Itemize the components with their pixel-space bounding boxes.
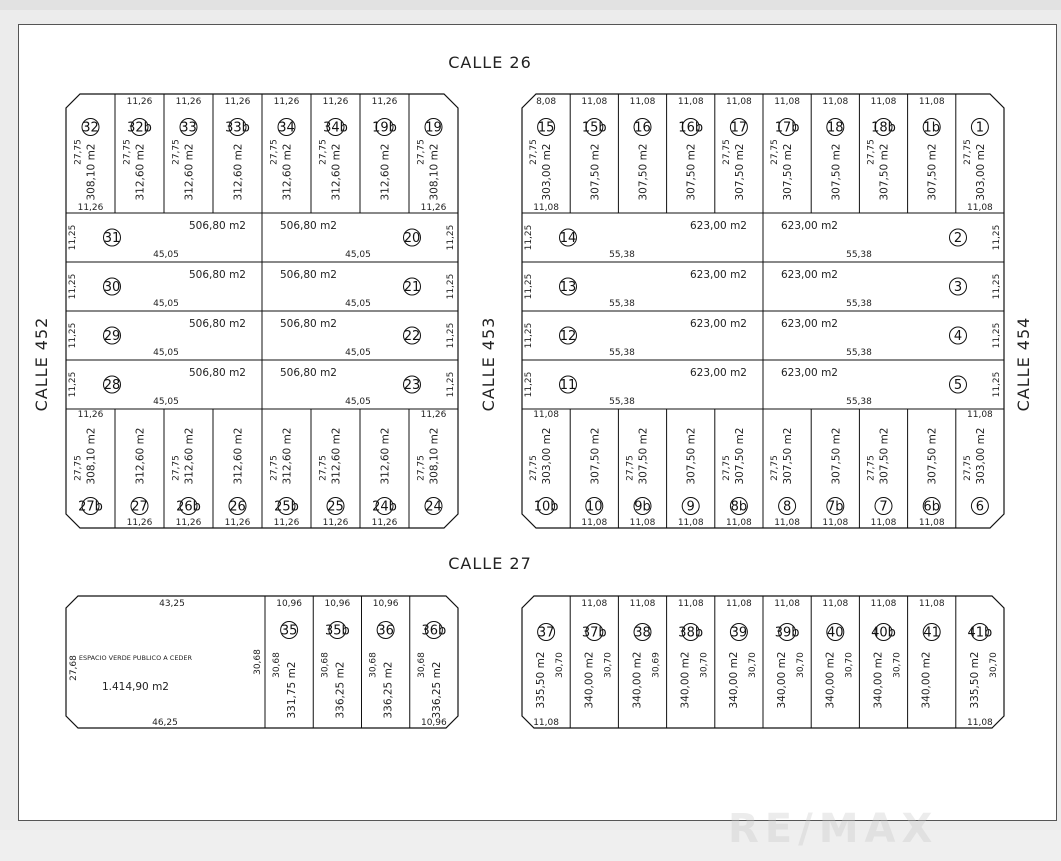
block-b-lot-width: 11,08 (822, 518, 849, 528)
block-d-lot-area: 340,00 m2 (679, 651, 692, 709)
block-b-lot-depth: 27,75 (529, 455, 540, 481)
block-d-lot-number: 41b (967, 625, 993, 641)
block-b-row-length: 55,38 (846, 299, 872, 309)
block-c-lot-number: 36 (377, 623, 394, 639)
block-b-lot-width: 11,08 (533, 203, 559, 213)
block-a-lot-depth: 27,75 (269, 139, 280, 165)
block-a-lot-area: 308,10 m2 (428, 143, 441, 201)
block-b-lot-width: 11,08 (918, 518, 945, 528)
green-space-top-dim: 43,25 (159, 599, 185, 609)
block-b-lot-depth: 27,75 (770, 139, 781, 165)
block-b-lot-area: 307,50 m2 (926, 427, 939, 485)
block-d-lot-number: 37b (581, 625, 607, 641)
block-c-lot-number: 36b (421, 623, 447, 639)
block-b-lot-width: 11,08 (629, 518, 656, 528)
block-a-lot-width: 11,26 (322, 97, 349, 107)
block-a-row-length: 45,05 (345, 397, 371, 407)
block-a-row-right-number: 20 (403, 231, 421, 246)
block-b-lot-number: 15 (537, 120, 555, 136)
block-d-lot-number: 41 (923, 625, 940, 641)
block-d-lot-number: 40b (871, 625, 896, 641)
block-b-row-length: 55,38 (846, 250, 872, 260)
block-a-lot-depth: 27,75 (122, 139, 133, 165)
block-b-lot-width: 11,08 (774, 518, 800, 528)
block-c-lot-depth: 30,68 (368, 652, 379, 678)
block-b-row-side: 11,25 (524, 224, 534, 251)
block-d-lot-number: 39 (730, 625, 748, 641)
block-d-lot-width: 11,08 (822, 599, 849, 609)
block-d-lot-width: 11,08 (967, 718, 993, 728)
block-b-lot-number: 1 (975, 120, 985, 136)
block-b-lot-area: 307,50 m2 (733, 427, 746, 485)
block-d-lot-width: 11,08 (533, 718, 559, 728)
block-b-lot-number: 18 (827, 120, 844, 136)
block-a-lot-area: 308,10 m2 (85, 427, 98, 485)
block-d-lot-width: 11,08 (918, 599, 945, 609)
street-label-top: CALLE 26 (448, 53, 532, 72)
block-a-lot-area: 312,60 m2 (330, 143, 343, 201)
block-b-row-length: 55,38 (609, 299, 635, 309)
block-b-lot-area: 303,00 m2 (541, 143, 554, 201)
block-b-lot-width: 11,08 (677, 518, 704, 528)
block-d-lot-width: 11,08 (629, 599, 656, 609)
block-d-lot-depth: 30,70 (603, 652, 614, 678)
block-a-lot-number: 26 (229, 499, 246, 515)
block-a-lot-width: 11,26 (224, 97, 251, 107)
block-c-lot-depth: 30,68 (416, 652, 427, 678)
block-b-row-length: 55,38 (609, 397, 635, 407)
block-d-lot-number: 38b (678, 625, 704, 641)
block-b-lot-number: 16b (678, 120, 704, 136)
block-b-row-area: 623,00 m2 (690, 220, 747, 232)
block-d-lot-width: 11,08 (581, 599, 608, 609)
block-a-row-side: 11,25 (68, 371, 78, 398)
block-d-lot-area: 335,50 m2 (535, 651, 548, 709)
block-d-lot-area: 340,00 m2 (824, 651, 837, 709)
block-a-lot-area: 312,60 m2 (330, 427, 343, 485)
block-b-lot-area: 303,00 m2 (974, 427, 987, 485)
block-a-lot-number: 25 (327, 499, 344, 515)
block-d-lot-number: 37 (537, 625, 555, 641)
block-a-lot-width: 11,26 (371, 97, 398, 107)
block-a-lot-depth: 27,75 (416, 139, 427, 165)
block-b-row-left-number: 13 (559, 280, 577, 295)
block-a-row-area: 506,80 m2 (280, 220, 337, 232)
block-b-lot-area: 307,50 m2 (878, 143, 891, 201)
block-d-lot-width: 11,08 (774, 599, 800, 609)
block-a-row-length: 45,05 (153, 250, 179, 260)
block-b-lot-depth: 27,75 (625, 455, 636, 481)
block-b-lot-number: 8b (730, 499, 748, 515)
block-a-row-area: 506,80 m2 (280, 367, 337, 379)
block-c-lot-area: 336,25 m2 (430, 661, 443, 719)
block-b-lot-number: 9b (634, 499, 651, 515)
block-c-lot-area: 336,25 m2 (382, 661, 395, 719)
block-a-row-right-number: 21 (403, 280, 421, 295)
block-a-lot-number: 19b (372, 120, 397, 136)
block-b-lot-number: 6b (923, 499, 940, 515)
block-d-lot-area: 340,00 m2 (872, 651, 885, 709)
block-b-lot-number: 10 (586, 499, 603, 515)
block-b-lot-width: 11,08 (918, 97, 945, 107)
block-a-lot-width: 11,26 (420, 410, 447, 420)
block-b-row-side: 11,25 (524, 371, 534, 398)
block-a-lot-width: 11,26 (273, 518, 300, 528)
block-b-lot-area: 307,50 m2 (685, 143, 698, 201)
block-b-row-area: 623,00 m2 (781, 220, 838, 232)
block-b-row-left-number: 14 (559, 231, 577, 246)
block-a-lot-width: 11,26 (175, 97, 202, 107)
block-c-lot-depth: 30,68 (320, 652, 331, 678)
block-b-lot-number: 10b (533, 499, 559, 515)
block-a-row-right-number: 23 (403, 378, 421, 393)
block-d-lot-area: 340,00 m2 (920, 651, 933, 709)
block-a-lot-area: 312,60 m2 (379, 143, 392, 201)
block-b-row-side: 11,25 (992, 273, 1002, 300)
block-b-row-area: 623,00 m2 (781, 318, 838, 330)
block-a-row-side: 11,25 (446, 322, 456, 349)
block-d-lot-width: 11,08 (870, 599, 897, 609)
block-a-lot-depth: 27,75 (171, 455, 182, 481)
block-a-lot-depth: 27,75 (73, 139, 84, 165)
block-b-lot-area: 307,50 m2 (685, 427, 698, 485)
block-b-row-area: 623,00 m2 (690, 269, 747, 281)
block-b-row-side: 11,25 (992, 224, 1002, 251)
block-a-lot-number: 27b (78, 499, 103, 515)
block-d-lot-area: 340,00 m2 (631, 651, 644, 709)
block-b-lot-depth: 27,75 (529, 139, 540, 165)
block-a-lot-number: 33b (225, 120, 250, 136)
block-b-lot-number: 7b (827, 499, 844, 515)
block-a-row-area: 506,80 m2 (189, 269, 246, 281)
block-a-lot-number: 32 (82, 120, 99, 136)
block-a-lot-width: 11,26 (371, 518, 398, 528)
block-a-row-left-number: 29 (103, 329, 121, 344)
block-a-lot-number: 24 (425, 499, 442, 515)
block-b-lot-area: 307,50 m2 (637, 143, 650, 201)
block-b-lot-area: 307,50 m2 (878, 427, 891, 485)
green-space-right-dim: 30,68 (253, 649, 263, 675)
block-b-row-area: 623,00 m2 (690, 367, 747, 379)
block-a-lot-number: 33 (180, 120, 197, 136)
street-label-right: CALLE 454 (1014, 316, 1033, 412)
block-b-row-right-number: 2 (953, 231, 963, 246)
block-b-row-side: 11,25 (524, 322, 534, 349)
block-a-lot-depth: 27,75 (318, 139, 329, 165)
block-a-row-side: 11,25 (446, 224, 456, 251)
block-b-lot-number: 17 (730, 120, 748, 136)
block-b-row-length: 55,38 (609, 348, 635, 358)
block-b-lot-width: 11,08 (677, 97, 704, 107)
block-b-lot-width: 11,08 (774, 97, 800, 107)
block-b-lot-width: 11,08 (726, 518, 752, 528)
block-b-lot-number: 8 (782, 499, 792, 515)
block-d-lot-depth: 30,70 (988, 652, 999, 678)
block-b-lot-area: 307,50 m2 (733, 143, 746, 201)
block-a-lot-area: 308,10 m2 (428, 427, 441, 485)
block-b-lot-width: 11,08 (581, 97, 608, 107)
block-d-lot-number: 38 (634, 625, 651, 641)
green-space-title: ESPACIO VERDE PUBLICO A CEDER (78, 654, 193, 662)
block-b-row-side: 11,25 (524, 273, 534, 300)
block-b-lot-area: 307,50 m2 (830, 143, 843, 201)
block-b-lot-area: 307,50 m2 (782, 143, 795, 201)
block-b-row-side: 11,25 (992, 322, 1002, 349)
block-b-row-length: 55,38 (846, 348, 872, 358)
block-d-lot-width: 11,08 (726, 599, 752, 609)
block-b-lot-width: 11,08 (967, 410, 993, 420)
block-b-lot-number: 6 (975, 499, 985, 515)
block-c-lot-width: 10,96 (276, 599, 303, 609)
block-c-lot-number: 35b (324, 623, 350, 639)
block-a-lot-depth: 27,75 (269, 455, 280, 481)
block-b-lot-width: 11,08 (822, 97, 849, 107)
block-a-lot-area: 312,60 m2 (134, 143, 147, 201)
block-a-row-side: 11,25 (68, 224, 78, 251)
block-a-row-length: 45,05 (153, 397, 179, 407)
block-a-lot-width: 11,26 (224, 518, 251, 528)
block-b-lot-width: 8,08 (536, 97, 557, 107)
block-b-row-left-number: 11 (559, 378, 577, 393)
block-a-lot-width: 11,26 (322, 518, 349, 528)
block-d-lot-depth: 30,69 (651, 652, 662, 678)
block-b-lot-area: 307,50 m2 (926, 143, 939, 201)
block-b-lot-width: 11,08 (533, 410, 559, 420)
block-a-row-left-number: 30 (103, 280, 121, 295)
block-b-lot-number: 16 (634, 120, 651, 136)
block-a-lot-number: 19 (425, 120, 442, 136)
block-b-lot-number: 17b (774, 120, 800, 136)
block-d-lot-area: 340,00 m2 (776, 651, 789, 709)
block-b-lot-width: 11,08 (629, 97, 656, 107)
block-a-lot-area: 312,60 m2 (281, 143, 294, 201)
block-b-lot-width: 11,08 (581, 518, 608, 528)
green-space-bottom-dim: 46,25 (152, 718, 178, 728)
block-a-lot-depth: 27,75 (318, 455, 329, 481)
block-a-lot-depth: 27,75 (73, 455, 84, 481)
block-a-lot-number: 24b (372, 499, 397, 515)
green-space-area: 1.414,90 m2 (101, 681, 170, 693)
block-a-lot-depth: 27,75 (416, 455, 427, 481)
block-d-lot-area: 340,00 m2 (583, 651, 596, 709)
block-a-row-left-number: 28 (103, 378, 121, 393)
block-d-lot-depth: 30,70 (796, 652, 807, 678)
block-b-row-right-number: 5 (953, 378, 963, 393)
block-b-row-area: 623,00 m2 (690, 318, 747, 330)
block-c-lot-depth: 30,68 (272, 652, 283, 678)
block-a-lot-width: 11,26 (126, 518, 153, 528)
block-a-lot-area: 312,60 m2 (281, 427, 294, 485)
block-a-lot-width: 11,26 (126, 97, 153, 107)
block-c-lot-width: 10,96 (324, 599, 351, 609)
block-a-lot-depth: 27,75 (171, 139, 182, 165)
block-a-lot-number: 34 (278, 120, 295, 136)
block-b-row-side: 11,25 (992, 371, 1002, 398)
block-a-row-length: 45,05 (153, 299, 179, 309)
block-b-lot-depth: 27,75 (866, 455, 877, 481)
block-a-row-side: 11,25 (68, 273, 78, 300)
block-d-lot-depth: 30,70 (555, 652, 566, 678)
block-c-lot-width: 10,96 (372, 599, 399, 609)
block-b-lot-width: 11,08 (870, 518, 897, 528)
block-b-lot-area: 307,50 m2 (782, 427, 795, 485)
block-a-row-right-number: 22 (403, 329, 421, 344)
block-b-lot-number: 18b (871, 120, 896, 136)
block-a-row-length: 45,05 (153, 348, 179, 358)
block-d-lot-depth: 30,70 (844, 652, 855, 678)
block-b-lot-depth: 27,75 (721, 455, 732, 481)
block-a-lot-area: 312,60 m2 (134, 427, 147, 485)
block-b-row-left-number: 12 (559, 329, 577, 344)
block-a-lot-width: 11,26 (175, 518, 202, 528)
block-a-lot-area: 312,60 m2 (183, 143, 196, 201)
block-b-lot-depth: 27,75 (962, 139, 973, 165)
block-b-row-area: 623,00 m2 (781, 367, 838, 379)
block-d-lot-width: 11,08 (677, 599, 704, 609)
block-b-row-area: 623,00 m2 (781, 269, 838, 281)
block-b-lot-area: 303,00 m2 (974, 143, 987, 201)
block-b-lot-number: 1b (923, 120, 940, 136)
block-d-lot-depth: 30,70 (892, 652, 903, 678)
block-a-row-left-number: 31 (103, 231, 121, 246)
block-b-lot-depth: 27,75 (770, 455, 781, 481)
block-d-lot-depth: 30,70 (747, 652, 758, 678)
block-b-lot-area: 307,50 m2 (589, 427, 602, 485)
block-a-lot-width: 11,26 (77, 410, 104, 420)
block-a-lot-area: 312,60 m2 (232, 143, 245, 201)
block-b-lot-depth: 27,75 (721, 139, 732, 165)
block-c-lot-area: 331,75 m2 (286, 661, 299, 719)
block-a-row-area: 506,80 m2 (189, 318, 246, 330)
block-b-lot-depth: 27,75 (962, 455, 973, 481)
street-label-middle: CALLE 27 (448, 554, 532, 573)
block-a-lot-width: 11,26 (273, 97, 300, 107)
block-a-row-area: 506,80 m2 (189, 220, 246, 232)
block-a-lot-number: 27 (131, 499, 148, 515)
block-a-row-length: 45,05 (345, 299, 371, 309)
block-a-row-length: 45,05 (345, 348, 371, 358)
block-b-lot-area: 307,50 m2 (637, 427, 650, 485)
block-a-row-area: 506,80 m2 (280, 269, 337, 281)
block-a-lot-area: 312,60 m2 (379, 427, 392, 485)
block-b-lot-area: 303,00 m2 (541, 427, 554, 485)
block-a-row-length: 45,05 (345, 250, 371, 260)
block-c-lot-area: 336,25 m2 (334, 661, 347, 719)
block-a-lot-number: 25b (274, 499, 299, 515)
block-a-row-side: 11,25 (446, 371, 456, 398)
block-b-row-right-number: 4 (953, 329, 963, 344)
block-a-row-area: 506,80 m2 (280, 318, 337, 330)
block-b-lot-depth: 27,75 (866, 139, 877, 165)
block-d-lot-number: 39b (774, 625, 800, 641)
block-a-lot-number: 34b (323, 120, 348, 136)
block-a-lot-area: 312,60 m2 (232, 427, 245, 485)
block-c-lot-width: 10,96 (420, 718, 447, 728)
green-space-left-dim: 27,68 (69, 655, 79, 681)
block-b-lot-area: 307,50 m2 (589, 143, 602, 201)
block-a-lot-area: 308,10 m2 (85, 143, 98, 201)
block-a-row-side: 11,25 (446, 273, 456, 300)
block-b-lot-number: 9 (686, 499, 695, 515)
block-b-lot-area: 307,50 m2 (830, 427, 843, 485)
watermark: RE/MAX (728, 806, 939, 852)
block-a-row-area: 506,80 m2 (189, 367, 246, 379)
block-a-lot-number: 26b (176, 499, 201, 515)
block-d-lot-depth: 30,70 (699, 652, 710, 678)
block-b-lot-width: 11,08 (967, 203, 993, 213)
block-b-lot-width: 11,08 (726, 97, 752, 107)
street-label-left: CALLE 452 (32, 316, 51, 412)
block-d-lot-area: 340,00 m2 (727, 651, 740, 709)
block-a-lot-width: 11,26 (77, 203, 104, 213)
block-c-lot-number: 35 (280, 623, 298, 639)
block-b-row-right-number: 3 (953, 280, 963, 295)
street-label-center: CALLE 453 (479, 316, 498, 412)
block-a-lot-width: 11,26 (420, 203, 447, 213)
block-d-lot-number: 40 (827, 625, 844, 641)
block-a-row-side: 11,25 (68, 322, 78, 349)
block-b-row-length: 55,38 (609, 250, 635, 260)
block-b-lot-number: 7 (879, 499, 888, 515)
block-a-lot-number: 32b (127, 120, 152, 136)
block-d-lot-area: 335,50 m2 (968, 651, 981, 709)
block-a-lot-area: 312,60 m2 (183, 427, 196, 485)
block-b-lot-width: 11,08 (870, 97, 897, 107)
block-b-row-length: 55,38 (846, 397, 872, 407)
block-b-lot-number: 15b (581, 120, 607, 136)
